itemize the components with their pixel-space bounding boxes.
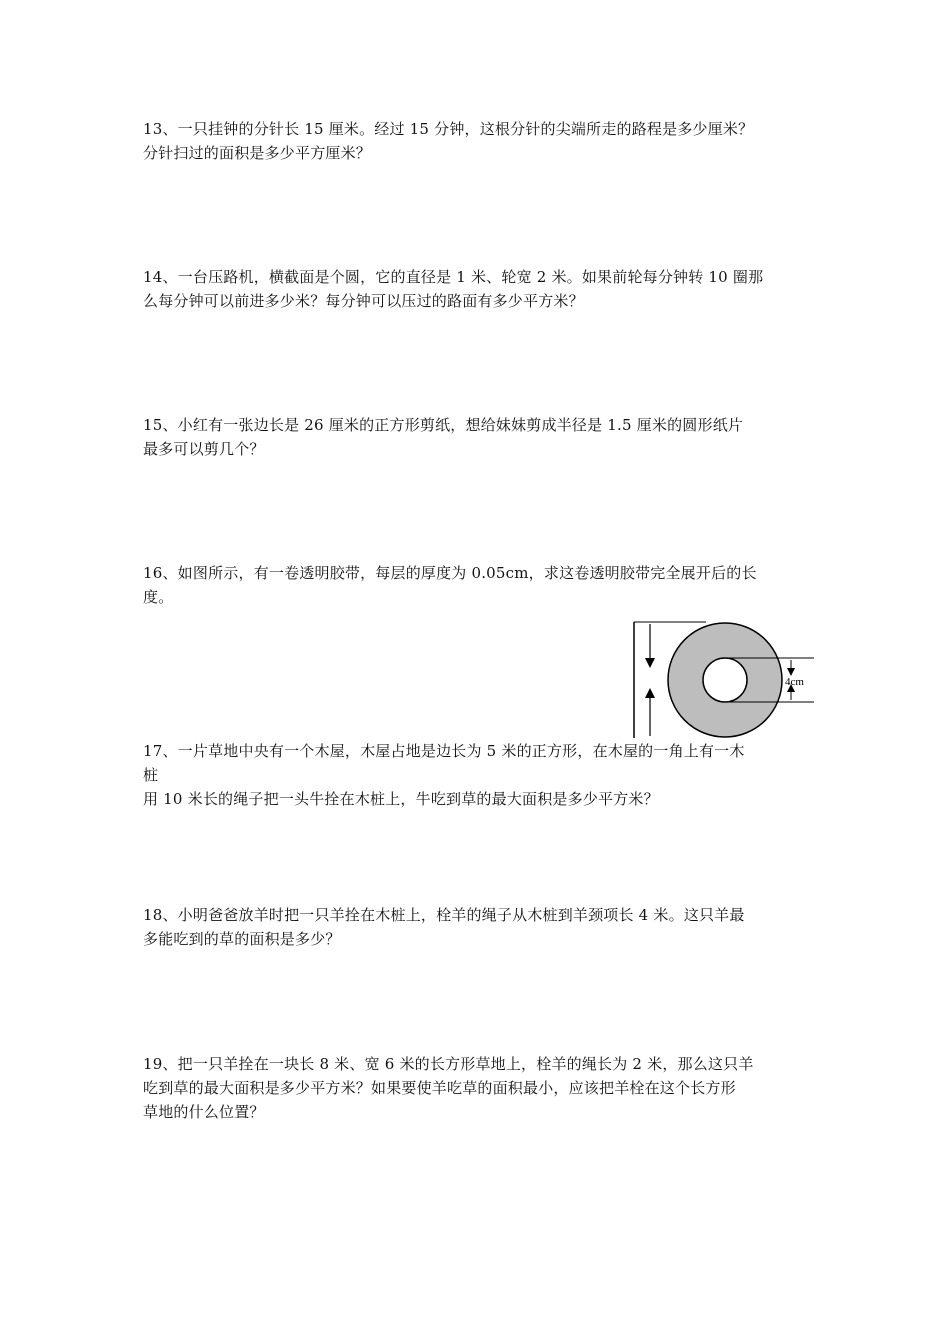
question-17-line-2: 桩 <box>143 766 159 784</box>
question-15 <box>143 413 815 461</box>
question-13 <box>143 117 815 165</box>
question-16-line-2: 度。 <box>143 588 174 606</box>
question-17-line-1: 17、一片草地中央有一个木屋，木屋占地是边长为 5 米的正方形，在木屋的一角上有一木 <box>143 742 745 760</box>
tape-roll-diagram <box>628 620 818 740</box>
question-13-line-2: 分针扫过的面积是多少平方厘米？ <box>143 144 372 162</box>
question-13-line-1: 13、一只挂钟的分针长 15 厘米。经过 15 分钟，这根分针的尖端所走的路程是多少厘米？ <box>143 120 754 138</box>
question-16-line-1: 16、如图所示，有一卷透明胶带，每层的厚度为 0.05cm，求这卷透明胶带完全展开后的长 <box>143 564 757 582</box>
question-18 <box>143 903 815 951</box>
down-arrow-head <box>645 658 655 668</box>
question-18-line-2: 多能吃到的草的面积是多少？ <box>143 930 341 948</box>
question-19 <box>143 1052 815 1124</box>
inner-diameter-label: 4cm <box>785 676 804 688</box>
question-19-line-1: 19、把一只羊拴在一块长 8 米、宽 6 米的长方形草地上，栓羊的绳长为 2 米，那么这只羊 <box>143 1055 754 1073</box>
question-15-line-2: 最多可以剪几个？ <box>143 440 265 458</box>
question-14-line-1: 14、一台压路机，横截面是个圆，它的直径是 1 米、轮宽 2 米。如果前轮每分钟转 10 圈那 <box>143 268 764 286</box>
up-arrow-head <box>645 688 655 698</box>
question-19-line-3: 草地的什么位置？ <box>143 1103 265 1121</box>
question-16 <box>143 561 815 609</box>
question-15-line-1: 15、小红有一张边长是 26 厘米的正方形剪纸，想给妹妹剪成半径是 1.5 厘米的圆形纸片 <box>143 416 744 434</box>
question-14-line-2: 么每分钟可以前进多少米？每分钟可以压过的路面有多少平方米？ <box>143 292 584 310</box>
question-18-line-1: 18、小明爸爸放羊时把一只羊拴在木桩上，栓羊的绳子从木桩到羊颈项长 4 米。这只羊最 <box>143 906 745 924</box>
question-17-line-3: 用 10 米长的绳子把一头牛拴在木桩上，牛吃到草的最大面积是多少平方米？ <box>143 790 659 808</box>
tape-inner-hole <box>703 658 747 702</box>
question-14 <box>143 265 815 313</box>
question-19-line-2: 吃到草的最大面积是多少平方米？如果要使羊吃草的面积最小，应该把羊栓在这个长方形 <box>143 1079 736 1097</box>
question-17 <box>143 739 815 811</box>
tape-roll-figure <box>628 620 818 740</box>
inner-arrow-top-head <box>787 668 795 676</box>
